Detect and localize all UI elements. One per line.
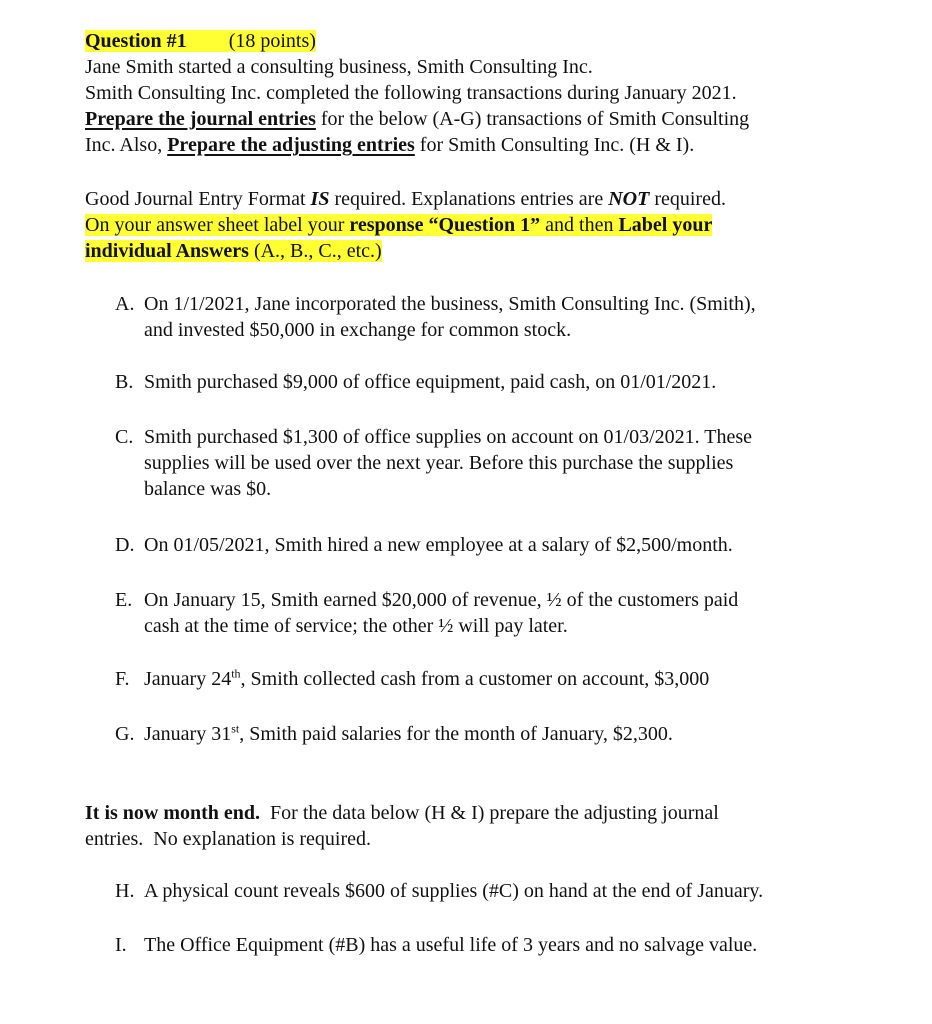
item-text: A physical count reveals $600 of supplies (#C) on hand at the end of January.: [144, 880, 764, 902]
answer-response: response “Question 1”: [349, 214, 541, 236]
item-letter: H.: [115, 880, 135, 902]
item-text: Smith purchased $1,300 of office supplies on account on 01/03/2021. These: [144, 426, 753, 448]
intro-line-4-start: Inc. Also,: [85, 134, 168, 156]
prepare-journal-entries: Prepare the journal entries: [85, 108, 316, 130]
month-end-bold: It is now month end.: [85, 802, 261, 824]
item-letter: E.: [115, 589, 133, 611]
item-text-pre: January 31: [144, 723, 232, 745]
item-text: supplies will be used over the next year. Before this purchase the supplies: [144, 452, 734, 474]
prepare-adjusting-entries: Prepare the adjusting entries: [167, 134, 415, 156]
item-letter: A.: [115, 293, 135, 315]
question-title: Question #1: [85, 30, 187, 52]
intro-line-1: Jane Smith started a consulting business, Smith Consulting Inc.: [85, 56, 593, 78]
item-text: balance was $0.: [144, 478, 272, 500]
item-text: On January 15, Smith earned $20,000 of revenue, ½ of the customers paid: [144, 589, 739, 611]
answer-instruction-line-1: [85, 212, 712, 238]
item-letter: B.: [115, 371, 134, 393]
format-is: IS: [310, 188, 330, 210]
question-heading: [85, 28, 316, 54]
answer-label: Label your: [618, 214, 713, 236]
ordinal-suffix: st: [231, 721, 240, 736]
format-instruction: [85, 186, 726, 212]
month-end-rest: For the data below (H & I) prepare the adjusting journal: [260, 802, 719, 824]
item-text: Smith purchased $9,000 of office equipment, paid cash, on 01/01/2021.: [144, 371, 717, 393]
item-letter: C.: [115, 426, 134, 448]
month-end-line-2: entries. No explanation is required.: [85, 828, 372, 850]
answer-end: (A., B., C., etc.): [248, 240, 382, 262]
intro-line-3: [85, 106, 749, 132]
item-text-post: , Smith paid salaries for the month of January, $2,300.: [239, 723, 673, 745]
format-end: required.: [649, 188, 726, 210]
month-end-line-1: [85, 800, 719, 826]
item-letter: G.: [115, 723, 135, 745]
item-letter: I.: [115, 934, 127, 956]
item-text: and invested $50,000 in exchange for common stock.: [144, 319, 572, 341]
format-mid: required. Explanations entries are: [329, 188, 609, 210]
item-letter: F.: [115, 668, 130, 690]
question-points: (18 points): [228, 30, 316, 52]
ordinal-suffix: th: [231, 666, 241, 681]
answer-mid: and then: [540, 214, 619, 236]
item-text: On 1/1/2021, Jane incorporated the business, Smith Consulting Inc. (Smith),: [144, 293, 756, 315]
answer-individual: individual Answers: [85, 240, 249, 262]
item-text: cash at the time of service; the other ½ will pay later.: [144, 615, 568, 637]
answer-instruction-line-2: [85, 238, 382, 264]
item-text-post: , Smith collected cash from a customer on account, $3,000: [240, 668, 710, 690]
item-text-pre: January 24: [144, 668, 232, 690]
intro-line-4: [85, 132, 694, 158]
format-not: NOT: [608, 188, 650, 210]
intro-line-2: Smith Consulting Inc. completed the following transactions during January 2021.: [85, 82, 737, 104]
format-start: Good Journal Entry Format: [85, 188, 311, 210]
intro-line-3-rest: for the below (A-G) transactions of Smith Consulting: [315, 108, 750, 130]
item-letter: D.: [115, 534, 135, 556]
answer-start: On your answer sheet label your: [85, 214, 350, 236]
item-text: The Office Equipment (#B) has a useful life of 3 years and no salvage value.: [144, 934, 758, 956]
item-text: On 01/05/2021, Smith hired a new employee at a salary of $2,500/month.: [144, 534, 733, 556]
intro-line-4-rest: for Smith Consulting Inc. (H & I).: [414, 134, 695, 156]
